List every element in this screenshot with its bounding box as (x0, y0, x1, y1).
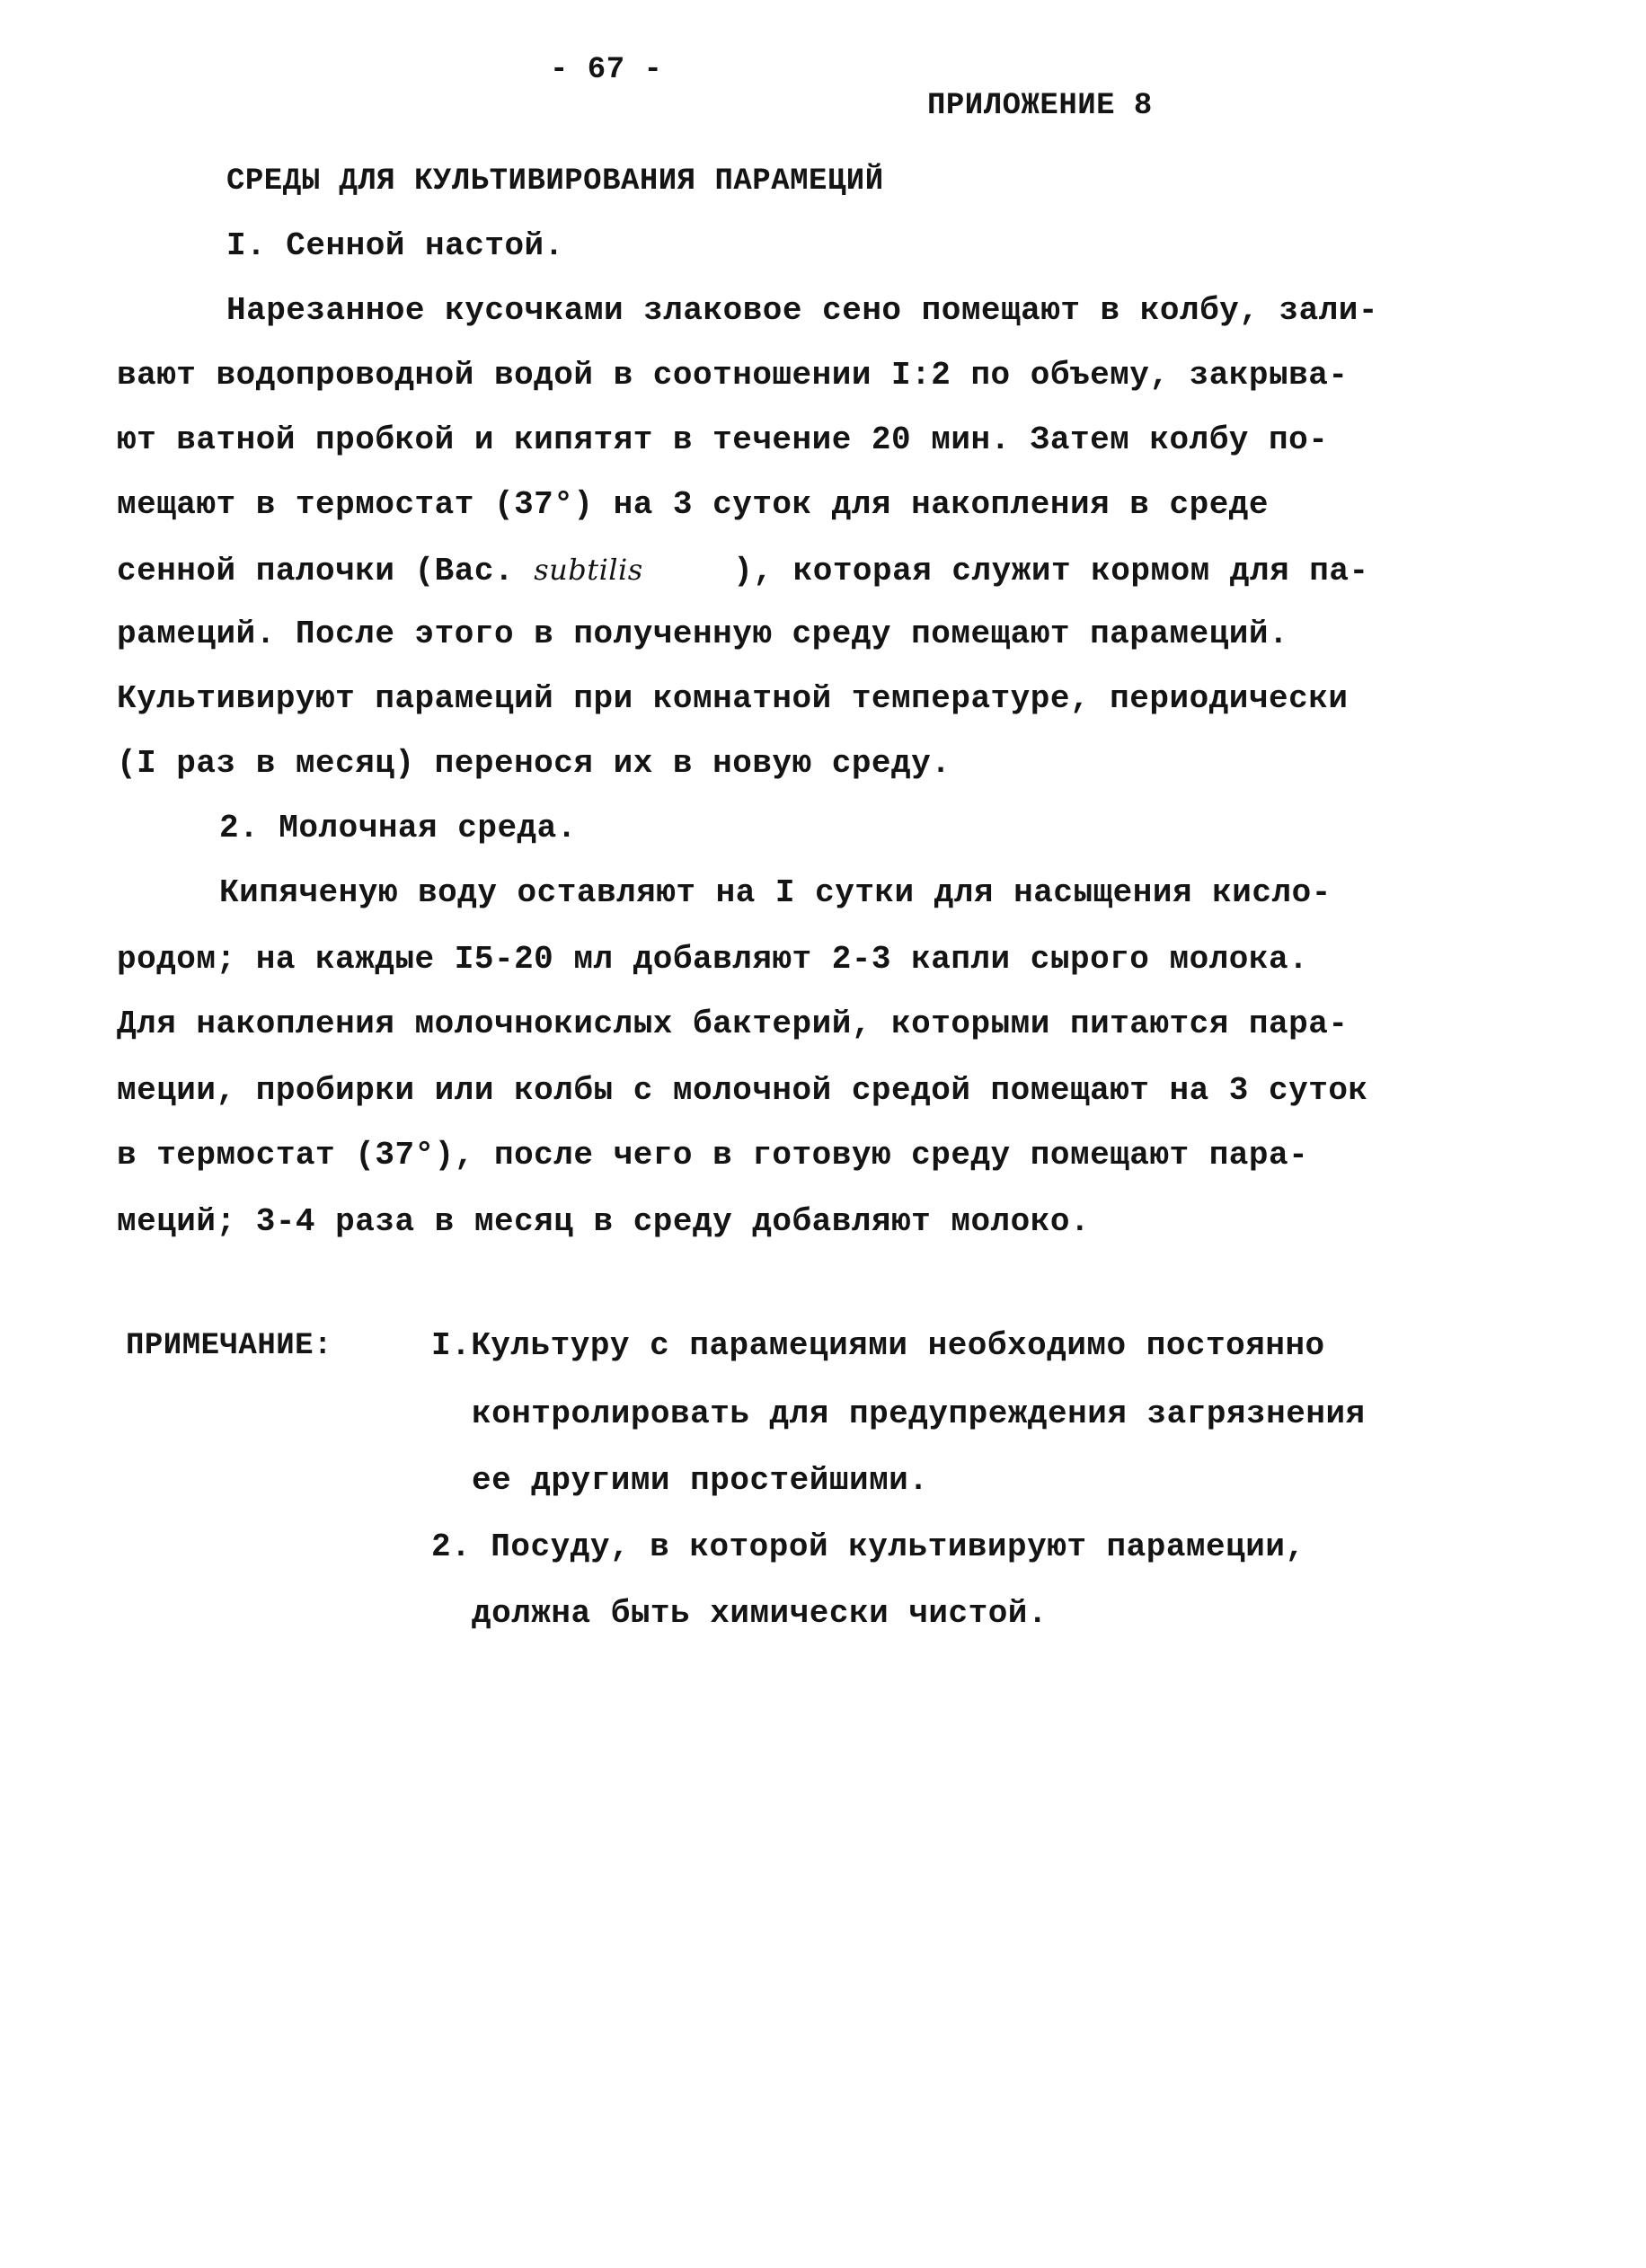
appendix-label: ПРИЛОЖЕНИЕ 8 (927, 89, 1153, 123)
section-1-line: вают водопроводной водой в соотношении I:2 по объему, закрыва- (117, 357, 1349, 394)
section-2-heading: 2. Молочная среда. (219, 810, 577, 846)
section-1-heading: I. Сенной настой. (226, 227, 564, 264)
section-1-line-part: сенной палочки (Вас. (117, 553, 515, 589)
section-1-line: мещают в термостат (37°) на 3 суток для накопления в среде (117, 486, 1270, 523)
section-2-line: меций; 3-4 раза в месяц в среду добавляют молоко. (117, 1203, 1091, 1240)
note-item: 2. Посуду, в которой культивируют парамеции, (431, 1528, 1305, 1565)
section-1-line: Культивируют парамеций при комнатной температуре, периодически (117, 680, 1349, 717)
note-item: должна быть химически чистой. (472, 1595, 1049, 1632)
handwritten-species: subtilis (534, 553, 643, 587)
section-2-line: Для накопления молочнокислых бактерий, которыми питаются пара- (117, 1006, 1349, 1042)
notes-label: ПРИМЕЧАНИЕ: (126, 1329, 332, 1363)
section-1-line: ют ватной пробкой и кипятят в течение 20 мин. Затем колбу по- (117, 421, 1329, 458)
note-item: контролировать для предупреждения загрязнения (472, 1395, 1366, 1432)
section-2-line: в термостат (37°), после чего в готовую среду помещают пара- (117, 1137, 1309, 1174)
section-1-line: рамеций. После этого в полученную среду помещают парамеций. (117, 616, 1289, 652)
section-2-line: родом; на каждые I5-20 мл добавляют 2-3 капли сырого молока. (117, 941, 1309, 978)
page-number: - 67 - (550, 53, 663, 87)
section-1-line-with-species (117, 550, 1369, 591)
note-item: ее другими простейшими. (472, 1462, 929, 1499)
note-item: I.Культуру с парамециями необходимо постоянно (431, 1327, 1325, 1364)
document-title: СРЕДЫ ДЛЯ КУЛЬТИВИРОВАНИЯ ПАРАМЕЦИЙ (226, 164, 884, 199)
section-1-line-part: ), которая служит кормом для па- (733, 553, 1369, 589)
section-2-line: меции, пробирки или колбы с молочной средой помещают на 3 суток (117, 1072, 1368, 1109)
section-1-line: (I раз в месяц) перенося их в новую среду. (117, 745, 951, 782)
section-1-line: Нарезанное кусочками злаковое сено помещают в колбу, зали- (226, 292, 1379, 329)
section-2-line: Кипяченую воду оставляют на I сутки для насыщения кисло- (219, 874, 1332, 911)
